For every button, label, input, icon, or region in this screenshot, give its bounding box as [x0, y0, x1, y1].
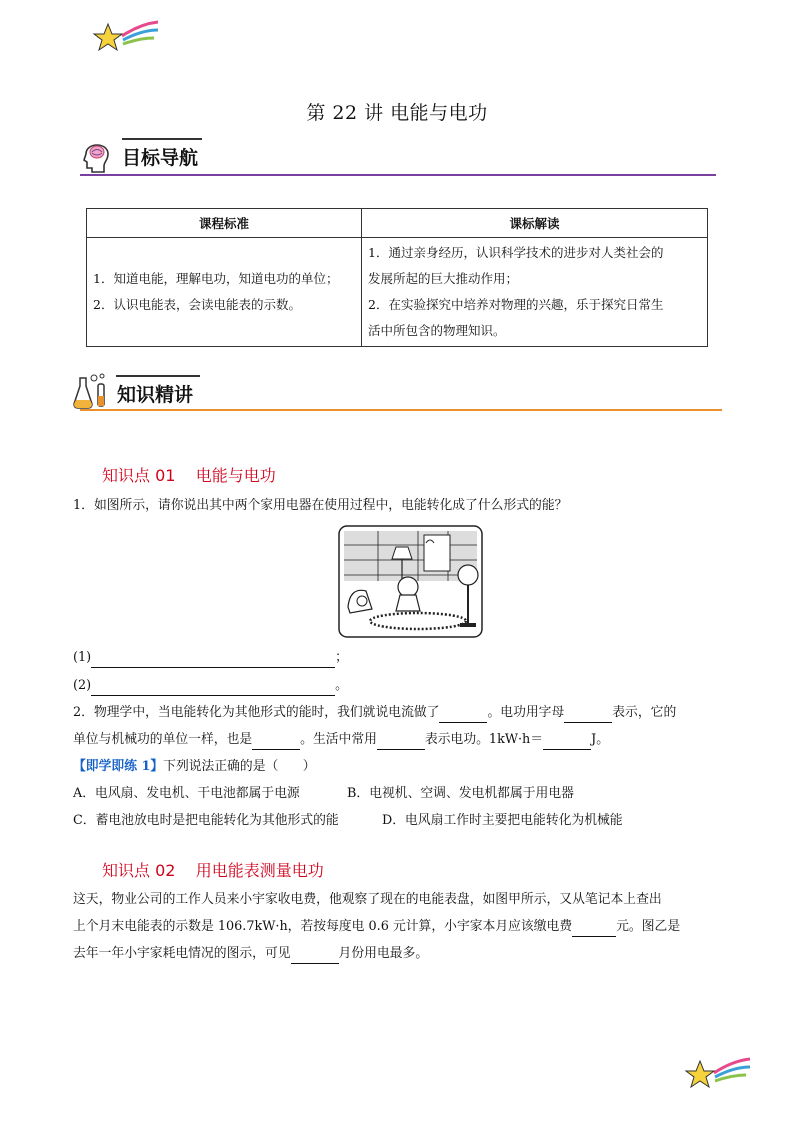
standard-item: 2．认识电能表，会读电能表的示数。 [93, 297, 301, 312]
household-appliances-illustration [338, 525, 483, 638]
table-row [87, 238, 708, 347]
goal-heading-overline [122, 138, 202, 140]
answer-1-blank[interactable] [91, 653, 335, 668]
kp1-question-1: 1．如图所示，请你说出其中两个家用电器在使用过程中，电能转化成了什么形式的能？ [73, 498, 568, 513]
table-header-standard: 课程标准 [87, 209, 362, 238]
goal-heading: 目标导航 [122, 147, 199, 169]
interpretation-cell [362, 238, 708, 347]
knowledge-divider [80, 409, 722, 411]
practice-1 [73, 757, 316, 777]
kp1-heading: 知识点 01 电能与电功 [102, 466, 276, 485]
interpretation-line: 活中所包含的物理知识。 [368, 323, 506, 338]
lab-flask-icon [72, 372, 112, 410]
option-d[interactable]: D．电风扇工作时主要把电能转化为机械能 [382, 813, 623, 828]
practice-1-question: 下列说法正确的是（ ） [163, 759, 316, 774]
option-a[interactable]: A．电风扇、发电机、干电池都属于电源 [73, 786, 300, 801]
kp2-heading: 知识点 02 用电能表测量电功 [102, 861, 324, 880]
kp2-paragraph-line-2: 上个月末电能表的示数是 106.7kW·h，若按每度电 0.6 元计算，小宇家本月应该缴电费 元。图乙是 [73, 917, 680, 937]
kp2-paragraph-line-3: 去年一年小宇家耗电情况的图示，可见 月份用电最多。 [73, 944, 428, 964]
knowledge-heading: 知识精讲 [117, 384, 194, 406]
interpretation-line: 发展所起的巨大推动作用； [368, 271, 519, 286]
star-decoration-icon [684, 1055, 754, 1095]
answer-2-label: (2) [73, 678, 92, 693]
answer-2-suffix: 。 [335, 678, 348, 693]
kp1-answer-2 [73, 676, 348, 696]
knowledge-heading-overline [116, 375, 200, 377]
blank-electricity-fee[interactable] [572, 922, 616, 937]
answer-1-suffix: ； [335, 650, 348, 665]
kp1-answer-1 [73, 648, 348, 668]
blank-max-month[interactable] [291, 949, 339, 964]
table-header-interpretation: 课标解读 [362, 209, 708, 238]
page-title: 第 22 讲 电能与电功 [306, 102, 488, 124]
answer-1-label: (1) [73, 650, 92, 665]
practice-1-label: 【即学即练 1】 [73, 759, 164, 774]
brain-icon [80, 136, 114, 174]
blank-common-unit[interactable] [377, 735, 425, 750]
table-header-row [87, 209, 708, 238]
star-decoration-icon [92, 18, 162, 58]
standard-item: 1．知道电能，理解电功，知道电功的单位； [93, 271, 339, 286]
kp2-paragraph-line-1: 这天，物业公司的工作人员来小宇家收电费，他观察了现在的电能表盘，如图甲所示，又从笔记本上查出 [73, 892, 662, 907]
blank-work-unit[interactable] [252, 735, 300, 750]
kp1-question-2-line-2: 单位与机械功的单位一样，也是 。生活中常用 表示电功。1kW·h＝ J。 [73, 730, 609, 750]
interpretation-line: 2．在实验探究中培养对物理的兴趣，乐于探究日常生 [368, 297, 664, 312]
option-c[interactable]: C．蓄电池放电时是把电能转化为其他形式的能 [73, 813, 339, 828]
interpretation-line: 1．通过亲身经历，认识科学技术的进步对人类社会的 [368, 245, 664, 260]
blank-electric-work[interactable] [439, 708, 487, 723]
goal-divider [80, 174, 716, 176]
blank-work-letter[interactable] [564, 708, 612, 723]
standards-table [86, 208, 708, 347]
standards-cell [87, 238, 362, 347]
answer-2-blank[interactable] [91, 681, 335, 696]
option-b[interactable]: B．电视机、空调、发电机都属于用电器 [347, 786, 574, 801]
kp1-question-2-line-1: 2．物理学中，当电能转化为其他形式的能时，我们就说电流做了 。电功用字母 表示，它的 [73, 703, 676, 723]
blank-joule-conversion[interactable] [543, 735, 591, 750]
